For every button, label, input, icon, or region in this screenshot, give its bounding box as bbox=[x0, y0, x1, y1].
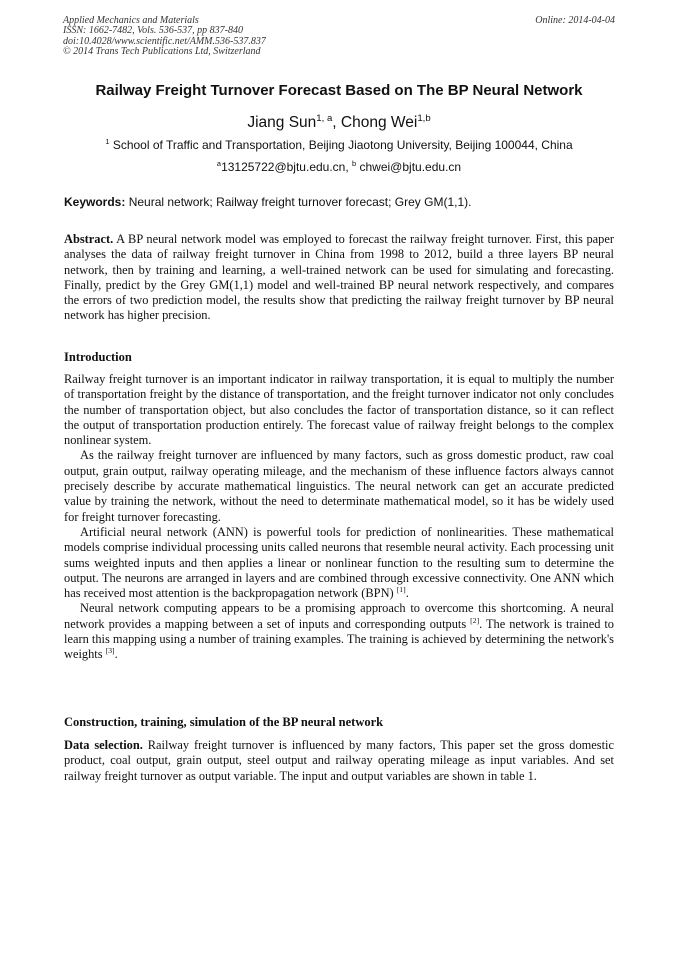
affiliation-superscript: 1 bbox=[105, 137, 110, 146]
author-superscript: 1, a bbox=[316, 112, 333, 124]
data-selection-text: Railway freight turnover is influenced by many factors, This paper set the gross domestic product, coal output, grain output, steel output and railway operating mileage as input variables. And set railway freight turnover as output variable. The input and output variables are shown in table 1. bbox=[64, 738, 614, 783]
paper-title: Railway Freight Turnover Forecast Based on The BP Neural Network bbox=[95, 82, 583, 99]
copyright-line: © 2014 Trans Tech Publications Ltd, Switzerland bbox=[63, 45, 261, 57]
paragraph bbox=[64, 525, 614, 601]
paragraph: As the railway freight turnover are influenced by many factors, such as gross domestic product, raw coal output, grain output, railway operating mileage, and the mechanism of these influence factors always cannot precisely describe by accurate mathematical linguistics. The neural network can get an accurate predicted value by training the network, without the need to determinate mathematical model, so it has be widely used for freight turnover forecasting. bbox=[64, 448, 614, 524]
data-selection-label: Data selection. bbox=[64, 738, 143, 752]
online-date: Online: 2014-04-04 bbox=[535, 15, 615, 26]
doi-line: doi:10.4028/www.scientific.net/AMM.536-537.837 bbox=[63, 35, 266, 47]
affiliation bbox=[40, 137, 638, 153]
email-separator: , bbox=[345, 160, 353, 174]
email-superscript: b bbox=[352, 159, 357, 168]
email-address: chwei@bjtu.edu.cn bbox=[356, 160, 462, 174]
introduction-body bbox=[64, 372, 614, 663]
keywords bbox=[64, 194, 614, 210]
keywords-label: Keywords: bbox=[64, 195, 126, 209]
paragraph: Railway freight turnover is an important indicator in railway transportation, it is equal to multiply the number of transportation freight by the distance of transportation, and the freight turnover indicator not only concludes the number of transportation object, but also concludes the factor of transportation distance, so it can reflect the output of transportation production entirely. The forecast value of railway freight belongs to the complex nonlinear system. bbox=[64, 372, 614, 448]
citation-ref: [1] bbox=[396, 585, 406, 595]
author-name: Chong Wei bbox=[340, 114, 418, 131]
abstract-label: Abstract. bbox=[64, 232, 114, 246]
paragraph-end: . bbox=[405, 586, 409, 601]
paragraph bbox=[64, 601, 614, 662]
email-line bbox=[40, 159, 638, 175]
issn-line: ISSN: 1662-7482, Vols. 536-537, pp 837-840 bbox=[63, 25, 243, 37]
paragraph-text: Neural network computing appears to be a promising approach to overcome this shortcoming. A neural network provides a mapping between a set of inputs and corresponding outputs bbox=[64, 601, 614, 631]
journal-header bbox=[63, 16, 615, 57]
abstract-text: A BP neural network model was employed to forecast the railway freight turnover. First, this paper analyses the data of railway freight turnover in China from 1998 to 2012, build a three layers BP neural network, then by training and learning, a well-trained network can be used for simulating and forecasting. Finally, predict by the Grey GM(1,1) model and well-trained BP neural network respectively, and compares the errors of two prediction model, the results show that predicting the railway freight turnover by BP neural network has higher precision. bbox=[64, 232, 614, 323]
email-superscript: a bbox=[216, 159, 222, 168]
paragraph-text: Artificial neural network (ANN) is powerful tools for prediction of nonlinearities. These mathematical models comprise individual processing units called neurons that resemble neural activity. Each processing unit sums weighted inputs and then applies a linear or nonlinear function to the resulting sum to determine the output. The neurons are arranged in layers and are combined through excessive connectivity. One ANN which has received most attention is the backpropagation network (BPN) bbox=[64, 524, 614, 601]
citation-ref: [2] bbox=[470, 615, 480, 625]
abstract bbox=[64, 232, 614, 324]
paragraph-text: . The network is trained to learn this mapping using a number of training examples. The training is achieved by determining the network's weights bbox=[64, 616, 615, 662]
section-heading-introduction: Introduction bbox=[64, 350, 132, 364]
paragraph-end: . bbox=[114, 647, 118, 662]
section-heading-construction: Construction, training, simulation of the BP neural network bbox=[64, 715, 384, 729]
author-separator: , bbox=[332, 114, 341, 131]
email-address: 13125722@bjtu.edu.cn bbox=[221, 160, 346, 174]
citation-ref: [3] bbox=[105, 646, 115, 656]
data-selection-body bbox=[64, 738, 614, 784]
author-name: Jiang Sun bbox=[247, 114, 317, 131]
affiliation-text: School of Traffic and Transportation, Beijing Jiaotong University, Beijing 100044, China bbox=[109, 138, 573, 152]
author-superscript: 1,b bbox=[417, 112, 431, 124]
author-line bbox=[40, 113, 638, 133]
journal-name: Applied Mechanics and Materials bbox=[63, 15, 199, 26]
keywords-text: Neural network; Railway freight turnover forecast; Grey GM(1,1). bbox=[125, 195, 472, 209]
